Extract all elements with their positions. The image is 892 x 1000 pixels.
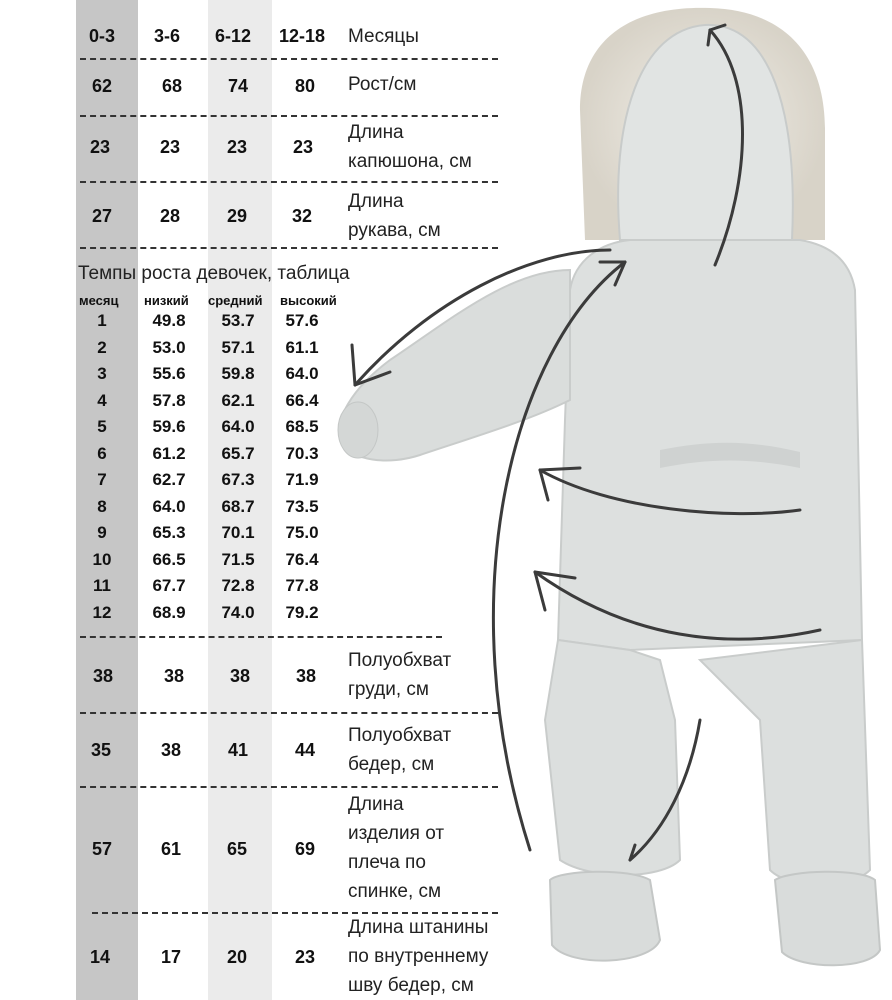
- height-cell: 74: [227, 76, 249, 96]
- growth-high-cell: 64.0: [285, 364, 319, 383]
- growth-high-cell: 68.5: [285, 417, 319, 436]
- growth-mid-cell: 65.7: [221, 443, 255, 463]
- length-cell: 65: [226, 839, 248, 859]
- sleeve-cell: 28: [159, 206, 181, 226]
- height-cell: 62: [91, 76, 113, 96]
- hips-cell: 44: [294, 740, 316, 760]
- divider: [80, 786, 498, 788]
- growth-mid-cell: 71.5: [221, 549, 255, 569]
- hood-cell: 23: [292, 137, 314, 157]
- growth-month-cell: 8: [97, 496, 107, 516]
- sleeve-label: Длина рукава, см: [348, 191, 441, 241]
- growth-header-mid: средний: [208, 293, 263, 308]
- growth-header-high: высокий: [280, 293, 337, 308]
- growth-mid-cell: 59.8: [221, 364, 255, 383]
- divider: [80, 712, 498, 714]
- growth-low-cell: 67.7: [152, 576, 186, 595]
- growth-header-low: низкий: [144, 293, 189, 308]
- height-label: Рост/см: [348, 74, 417, 95]
- growth-mid-cell: 64.0: [221, 417, 255, 436]
- hips-label: Полуобхват бедер, см: [348, 725, 452, 775]
- sleeve-cell: 29: [226, 206, 248, 226]
- growth-header-month: месяц: [79, 293, 119, 308]
- inseam-cell: 17: [160, 947, 182, 967]
- growth-low-cell: 61.2: [152, 443, 186, 463]
- divider: [80, 58, 498, 60]
- growth-month-cell: 9: [97, 523, 107, 542]
- growth-table-title: Темпы роста девочек, таблица: [78, 263, 350, 284]
- growth-mid-cell: 53.7: [221, 311, 255, 330]
- growth-high-cell: 61.1: [285, 337, 319, 357]
- sleeve-cell: 27: [91, 206, 113, 226]
- growth-mid-cell: 72.8: [221, 576, 255, 595]
- length-cell: 69: [294, 839, 316, 859]
- hood-cell: 23: [89, 137, 111, 157]
- growth-high-cell: 73.5: [285, 496, 319, 516]
- chest-cell: 38: [229, 666, 251, 686]
- growth-high-cell: 71.9: [285, 470, 319, 489]
- growth-month-cell: 2: [97, 337, 107, 357]
- hood-cell: 23: [226, 137, 248, 157]
- chest-label: Полуобхват груди, см: [348, 650, 452, 700]
- growth-mid-cell: 74.0: [221, 602, 255, 622]
- growth-high-cell: 70.3: [285, 443, 319, 463]
- height-cell: 68: [161, 76, 183, 96]
- hips-cell: 41: [227, 740, 249, 760]
- hood-label: Длина капюшона, см: [348, 122, 472, 172]
- growth-low-cell: 49.8: [152, 311, 186, 330]
- age-cell: 0-3: [88, 26, 115, 46]
- hips-cell: 38: [160, 740, 182, 760]
- inseam-cell: 14: [89, 947, 111, 967]
- height-cell: 80: [294, 76, 316, 96]
- growth-month-cell: 1: [97, 311, 107, 330]
- divider: [80, 115, 498, 117]
- growth-mid-cell: 62.1: [221, 390, 255, 410]
- growth-low-cell: 66.5: [152, 549, 186, 569]
- growth-mid-cell: 70.1: [221, 523, 255, 542]
- divider: [80, 636, 442, 638]
- left-bootie: [550, 872, 660, 961]
- divider: [80, 247, 498, 249]
- growth-high-cell: 76.4: [285, 549, 319, 569]
- age-cell: 3-6: [153, 26, 180, 46]
- inseam-cell: 23: [294, 947, 316, 967]
- chest-cell: 38: [92, 666, 114, 686]
- growth-mid-cell: 67.3: [221, 470, 255, 489]
- growth-high-cell: 79.2: [285, 602, 319, 622]
- growth-month-cell: 12: [92, 602, 112, 622]
- chest-cell: 38: [295, 666, 317, 686]
- age-cell: 6-12: [214, 26, 252, 46]
- sleeve-cell: 32: [291, 206, 313, 226]
- growth-month-cell: 7: [97, 470, 107, 489]
- length-cell: 57: [91, 839, 113, 859]
- growth-low-cell: 53.0: [152, 337, 186, 357]
- growth-month-cell: 10: [92, 549, 112, 569]
- growth-low-cell: 64.0: [152, 496, 186, 516]
- left-cuff: [338, 402, 378, 458]
- growth-high-cell: 57.6: [285, 311, 319, 330]
- growth-month-cell: 4: [97, 390, 107, 410]
- inseam-label: Длина штанины по внутреннему шву бедер, см: [348, 917, 489, 996]
- growth-high-cell: 77.8: [285, 576, 319, 595]
- growth-low-cell: 68.9: [152, 602, 186, 622]
- growth-mid-cell: 68.7: [221, 496, 255, 516]
- growth-month-cell: 6: [97, 443, 107, 463]
- growth-month-cell: 3: [97, 364, 107, 383]
- growth-high-cell: 66.4: [285, 390, 319, 410]
- growth-low-cell: 62.7: [152, 470, 186, 489]
- inseam-cell: 20: [226, 947, 248, 967]
- length-cell: 61: [160, 839, 182, 859]
- age-cell: 12-18: [278, 26, 326, 46]
- growth-low-cell: 65.3: [152, 523, 186, 542]
- chest-cell: 38: [163, 666, 185, 686]
- growth-low-cell: 55.6: [152, 364, 186, 383]
- growth-low-cell: 59.6: [152, 417, 186, 436]
- age-label: Месяцы: [348, 26, 419, 47]
- growth-month-cell: 11: [93, 576, 111, 595]
- divider: [80, 181, 498, 183]
- left-leg: [545, 640, 680, 875]
- right-bootie: [775, 872, 880, 966]
- right-leg: [700, 640, 870, 885]
- growth-mid-cell: 57.1: [221, 337, 255, 357]
- length-label: Длина изделия от плеча по спинке, см: [348, 794, 445, 902]
- hood-cell: 23: [159, 137, 181, 157]
- growth-low-cell: 57.8: [152, 390, 186, 410]
- growth-high-cell: 75.0: [285, 523, 319, 542]
- growth-month-cell: 5: [97, 417, 107, 436]
- hips-cell: 35: [90, 740, 112, 760]
